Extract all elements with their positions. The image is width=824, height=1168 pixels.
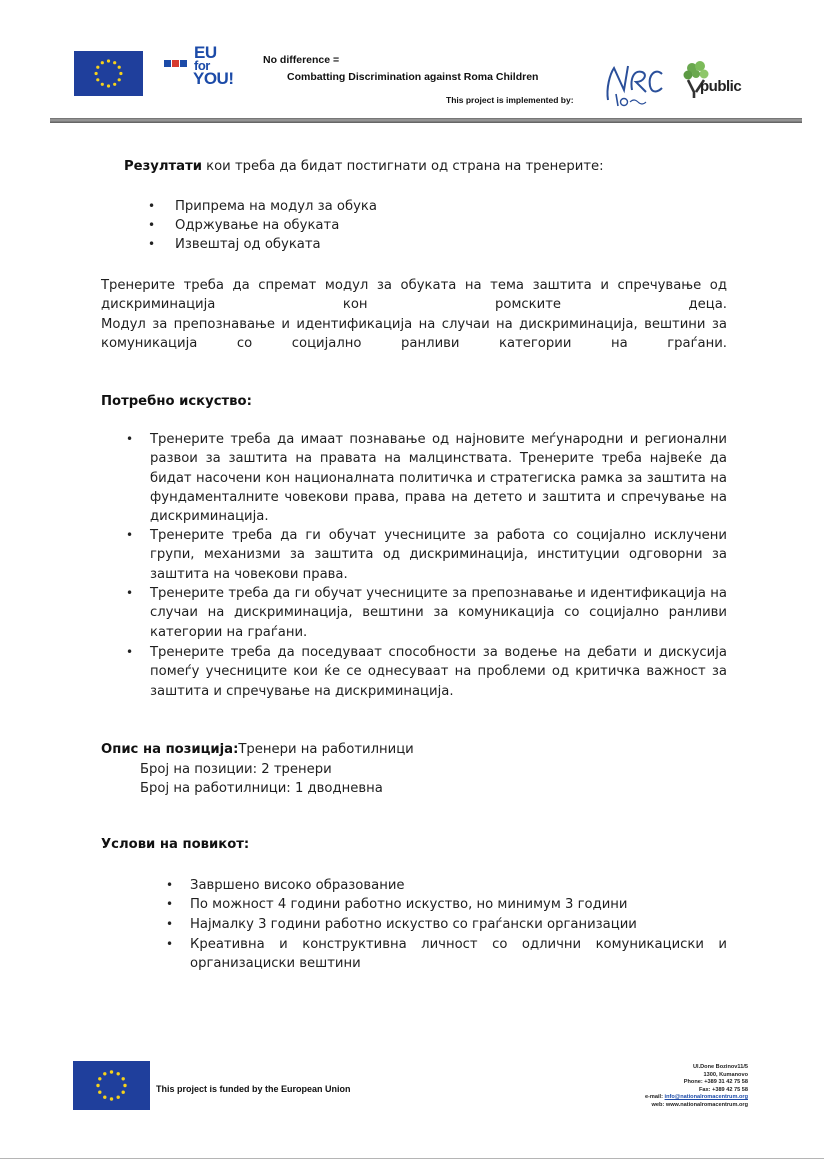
position-value: Тренери на работилници [238, 742, 414, 757]
bullet-icon: • [166, 937, 174, 951]
position-heading: Опис на позиција: [101, 742, 239, 757]
results-item: Одржување на обуката [175, 218, 340, 233]
eu-for-you-logo [193, 43, 234, 88]
bullet-icon: • [126, 432, 134, 446]
results-heading-rest: кои треба да бидат постигнати од страна на тренерите: [201, 159, 604, 174]
implemented-by-label: This project is implemented by: [446, 95, 574, 105]
footer-divider [0, 1158, 824, 1159]
eufy-line3: YOU! [193, 69, 234, 88]
bullet-icon: • [126, 645, 134, 659]
conditions-item: Завршено високо образование [190, 878, 405, 893]
fax: Fax: +389 42 75 58 [699, 1086, 748, 1093]
eu-flag-icon [74, 51, 143, 96]
phone: Phone: +389 31 42 75 58 [683, 1079, 748, 1086]
results-item: Извештај од обуката [175, 237, 321, 252]
project-title-line2: Combatting Discrimination against Roma Children [287, 71, 539, 83]
bullet-icon: • [126, 586, 134, 600]
conditions-item: По можност 4 години работно искуство, но минимум 3 години [190, 897, 628, 912]
bullet-icon: • [148, 237, 156, 251]
experience-item: Тренерите треба да ги обучат учесниците за препознавање и идентификација на случаи на дискриминација, вештини за комуникација со социјално ранливи категории на граѓани. [150, 586, 727, 640]
position-line [101, 740, 414, 759]
bullet-icon: • [148, 218, 156, 232]
experience-item: Тренерите треба да имаат познавање од најновите меѓународни и регионални развои за заштита на правата на малцинствата. Тренерите треба највеќе да бидат насочени кон националната политичка и стратегиска рамка за заштита на фундаменталните човекови права, права на детето и заштита и спречување на дискриминација. [150, 432, 727, 525]
header-divider [50, 118, 802, 123]
nrc-logo [600, 60, 666, 112]
results-paragraph-1: Тренерите треба да спремат модул за обуката на тема заштита и спречување од дискриминација кон ромските деца. [101, 278, 727, 313]
address-line2: 1300, Kumanovo [703, 1071, 748, 1078]
address-line1: Ul.Done Bozinov11/5 [692, 1064, 748, 1070]
results-item: Припрема на модул за обука [175, 199, 377, 214]
conditions-heading: Услови на повикот: [101, 837, 250, 852]
bullet-icon: • [148, 199, 156, 213]
results-paragraph-2: Модул за препознавање и идентификација на случаи на дискриминација, вештини за комуникација со социјално ранливи категории на граѓани. [101, 317, 727, 352]
eufy-line1: EU [194, 43, 217, 62]
eufy-line2: for [194, 58, 210, 73]
eu-for-you-flag-tags [164, 52, 190, 60]
bullet-icon: • [166, 878, 174, 892]
email-link[interactable]: info@nationalromacentrum.org [664, 1094, 748, 1101]
position-count: Број на позиции: 2 тренери [140, 762, 332, 777]
conditions-item: Креативна и конструктивна личност со одлични комуникациски и организациски вештини [190, 937, 727, 972]
experience-item: Тренерите треба да ги обучат учесниците за работа со социјално исклучени групи, механизми за заштита од дискриминација, институции одговорни за заштита на човекови права. [150, 528, 727, 582]
experience-heading: Потребно искуство: [101, 394, 252, 409]
position-workshops: Број на работилници: 1 дводневна [140, 781, 383, 796]
results-heading [124, 157, 604, 176]
experience-item: Тренерите треба да поседуваат способности за водење на дебати и дискусија помеѓу учесниците кои ќе се однесуваат на проблеми од критичка важност за заштита и спречување на дискриминација. [150, 645, 727, 699]
conditions-item: Најмалку 3 години работно искуство со граѓански организации [190, 917, 637, 932]
contact-block [645, 1064, 748, 1110]
results-heading-bold: Резултати [124, 159, 202, 174]
bullet-icon: • [166, 917, 174, 931]
project-title-line1: No difference = [263, 54, 340, 66]
eu-flag-footer-icon [73, 1061, 150, 1110]
ypublic-text: public [700, 78, 742, 95]
bullet-icon: • [166, 897, 174, 911]
email-label: e-mail: [644, 1094, 665, 1101]
bullet-icon: • [126, 528, 134, 542]
web-link[interactable]: web: www.nationalromacentrum.org [651, 1101, 748, 1108]
funded-by-label: This project is funded by the European Union [156, 1084, 351, 1094]
